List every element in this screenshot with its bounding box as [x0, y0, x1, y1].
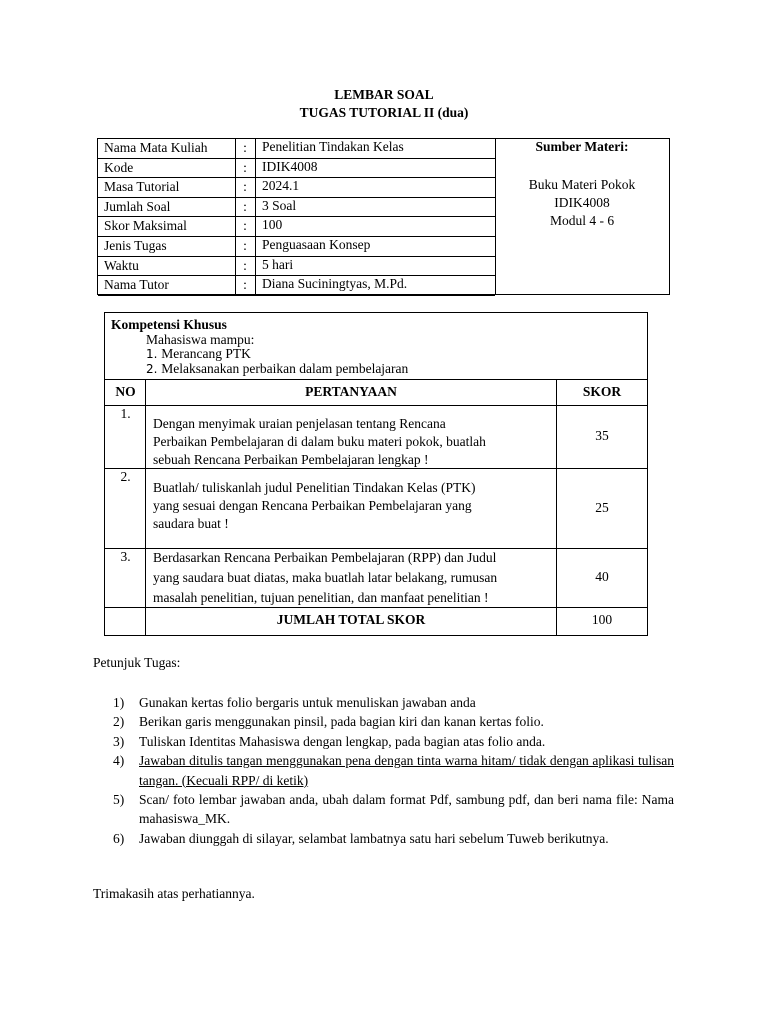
info-separator: : [243, 277, 247, 293]
info-value: Penelitian Tindakan Kelas [262, 139, 404, 154]
info-label: Masa Tutorial [104, 179, 180, 195]
question-text [153, 415, 553, 469]
info-row [98, 159, 495, 179]
question-line: yang saudara buat diatas, maka buatlah latar belakang, rumusan [153, 570, 498, 585]
source-material-title: Sumber Materi: [535, 139, 629, 154]
instructions-title: Petunjuk Tugas: [93, 655, 181, 670]
instruction-item [93, 693, 674, 712]
info-label: Waktu [104, 257, 139, 273]
instruction-number: 4) [113, 753, 125, 769]
info-value: Penguasaan Konsep [262, 237, 371, 252]
instruction-text: Jawaban ditulis tangan menggunakan pena dengan tinta warna hitam/ tidak dengan aplikasi tulisan tangan. (Kecuali RPP/ di ketik) [139, 753, 674, 788]
header-no: NO [115, 384, 136, 399]
table-divider [235, 139, 236, 294]
info-row [98, 257, 495, 277]
competency-item-number: 1. [146, 347, 158, 361]
info-value: Diana Suciningtyas, M.Pd. [262, 276, 408, 292]
document-title: LEMBAR SOAL [334, 87, 434, 102]
question-table [104, 312, 648, 636]
info-label: Kode [104, 159, 134, 175]
question-line: Perbaikan Pembelajaran di dalam buku materi pokok, buatlah [153, 434, 486, 449]
info-row [98, 217, 495, 237]
source-material-line: Buku Materi Pokok [528, 177, 636, 192]
question-line: Buatlah/ tuliskanlah judul Penelitian Tindakan Kelas (PTK) [153, 480, 476, 495]
instruction-item [93, 732, 674, 751]
table-divider [105, 379, 647, 380]
info-separator: : [243, 257, 247, 273]
info-value: 3 Soal [262, 197, 297, 213]
competency-item [111, 347, 408, 362]
total-score-value: 100 [591, 612, 613, 627]
source-material-line: IDIK4008 [554, 195, 610, 210]
instruction-number: 2) [113, 714, 125, 730]
question-text [153, 479, 553, 533]
info-label: Jenis Tugas [104, 238, 167, 253]
instruction-text: Scan/ foto lembar jawaban anda, ubah dalam format Pdf, sambung pdf, dan beri nama file: Nama mahasiswa_MK. [139, 792, 674, 827]
competency-title: Kompetensi Khusus [111, 317, 227, 332]
info-separator: : [243, 179, 247, 195]
question-score: 25 [595, 500, 609, 515]
closing-note: Trimakasih atas perhatiannya. [93, 886, 255, 901]
instructions-list [93, 693, 674, 848]
course-info-table [97, 138, 670, 295]
info-separator: : [243, 218, 247, 234]
instruction-number: 5) [113, 792, 125, 808]
instruction-text: Berikan garis menggunakan pinsil, pada bagian kiri dan kanan kertas folio. [139, 714, 544, 730]
instruction-item [93, 790, 674, 829]
info-row [98, 198, 495, 218]
source-material-line: Modul 4 - 6 [549, 213, 615, 228]
question-number: 3. [120, 549, 131, 564]
competency-item-text: Merancang PTK [161, 346, 251, 361]
instruction-number: 1) [113, 695, 125, 710]
table-divider [255, 139, 256, 294]
question-line: yang sesuai dengan Rencana Perbaikan Pembelajaran yang [153, 498, 472, 513]
question-score: 40 [595, 569, 609, 584]
question-line: masalah penelitian, tujuan penelitian, dan manfaat penelitian ! [153, 590, 489, 605]
document-subtitle: TUGAS TUTORIAL II (dua) [299, 105, 469, 120]
instruction-item [93, 712, 674, 731]
competency-item [111, 362, 408, 377]
table-divider [105, 405, 647, 406]
info-value: IDIK4008 [262, 158, 318, 174]
competency-item-text: Melaksanakan perbaikan dalam pembelajaran [161, 360, 409, 376]
total-score-label: JUMLAH TOTAL SKOR [276, 612, 426, 627]
instruction-item [93, 751, 674, 790]
question-score: 35 [595, 428, 609, 443]
question-text [153, 548, 553, 608]
instruction-number: 6) [113, 830, 125, 846]
source-material [495, 139, 669, 294]
competency-item-number: 2. [146, 361, 158, 376]
info-row [98, 178, 495, 198]
competency-section [111, 318, 408, 376]
competency-intro: Mahasiswa mampu: [146, 331, 255, 347]
info-separator: : [243, 238, 247, 253]
header-score: SKOR [582, 384, 622, 399]
info-label: Nama Mata Kuliah [104, 140, 208, 155]
course-info-fields [98, 139, 495, 294]
info-separator: : [243, 198, 247, 214]
question-line: sebuah Rencana Perbaikan Pembelajaran lengkap ! [153, 452, 429, 467]
info-label: Jumlah Soal [104, 198, 171, 214]
info-row [98, 139, 495, 159]
info-value: 100 [262, 217, 283, 233]
instruction-text: Jawaban diunggah di silayar, selambat lambatnya satu hari sebelum Tuweb berikutnya. [139, 830, 609, 846]
info-label: Nama Tutor [104, 277, 169, 293]
question-line: Berdasarkan Rencana Perbaikan Pembelajaran (RPP) dan Judul [153, 550, 497, 565]
instruction-text: Gunakan kertas folio bergaris untuk menuliskan jawaban anda [139, 695, 476, 710]
instruction-item [93, 829, 674, 848]
question-line: Dengan menyimak uraian penjelasan tentang Rencana [153, 416, 446, 431]
header-question: PERTANYAAN [305, 384, 397, 399]
info-label: Skor Maksimal [104, 218, 187, 234]
question-number: 2. [120, 469, 131, 484]
instruction-number: 3) [113, 733, 125, 749]
info-value: 5 hari [262, 256, 294, 272]
info-separator: : [243, 140, 247, 155]
info-row [98, 237, 495, 257]
info-row [98, 276, 495, 296]
instruction-text: Tuliskan Identitas Mahasiswa dengan lengkap, pada bagian atas folio anda. [139, 733, 546, 749]
question-line: saudara buat ! [153, 516, 229, 531]
question-number: 1. [120, 406, 131, 421]
info-separator: : [243, 159, 247, 175]
info-value: 2024.1 [262, 178, 300, 194]
